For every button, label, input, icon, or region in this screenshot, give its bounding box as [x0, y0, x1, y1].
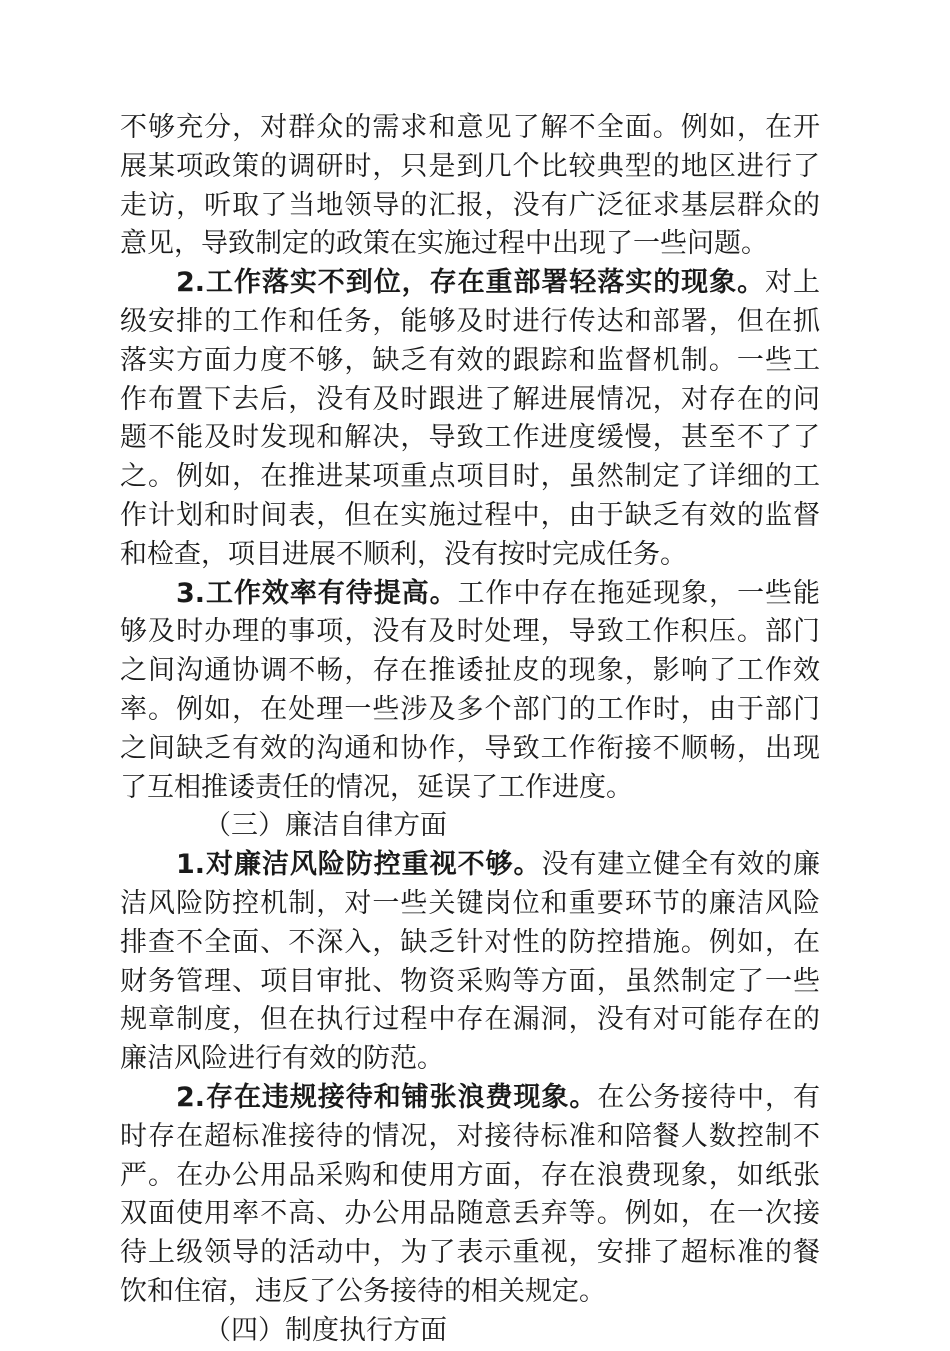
item-heading: 2.存在违规接待和铺张浪费现象。 — [176, 1081, 598, 1113]
text-line: 走访，听取了当地领导的汇报，没有广泛征求基层群众的 — [120, 189, 820, 221]
item-heading: 1.对廉洁风险防控重视不够。 — [176, 849, 542, 881]
text-run: 工作中存在拖延现象，一些能 — [457, 577, 821, 609]
text-line — [120, 575, 820, 614]
text-line: 够及时办理的事项，没有及时处理，导致工作积压。部门 — [120, 616, 820, 648]
text-line: 意见，导致制定的政策在实施过程中出现了一些问题。 — [120, 228, 768, 260]
text-line: 之间沟通协调不畅，存在推诿扯皮的现象，影响了工作效 — [120, 655, 820, 687]
section-heading: （四）制度执行方面 — [204, 1314, 447, 1346]
text-line: 率。例如，在处理一些涉及多个部门的工作时，由于部门 — [120, 693, 820, 725]
text-line: 作计划和时间表，但在实施过程中，由于缺乏有效的监督 — [120, 499, 820, 531]
text-line: 财务管理、项目审批、物资采购等方面，虽然制定了一些 — [120, 965, 820, 997]
text-line: 展某项政策的调研时，只是到几个比较典型的地区进行了 — [120, 150, 820, 182]
text-line — [120, 1079, 820, 1118]
text-line: 级安排的工作和任务，能够及时进行传达和部署，但在抓 — [120, 305, 820, 337]
paragraph — [120, 264, 820, 574]
text-line: 之间缺乏有效的沟通和协作，导致工作衔接不顺畅，出现 — [120, 732, 820, 764]
text-line: 不够充分，对群众的需求和意见了解不全面。例如，在开 — [120, 112, 820, 143]
text-line: 饮和住宿，违反了公务接待的相关规定。 — [120, 1275, 606, 1307]
text-run: 对上 — [765, 267, 820, 299]
paragraph — [120, 575, 820, 808]
item-heading: 2.工作落实不到位，存在重部署轻落实的现象。 — [176, 267, 766, 299]
text-line: 落实方面力度不够，缺乏有效的跟踪和监督机制。一些工 — [120, 344, 820, 376]
text-line: 题不能及时发现和解决，导致工作进度缓慢，甚至不了了 — [120, 422, 820, 454]
text-line: 之。例如，在推进某项重点项目时，虽然制定了详细的工 — [120, 461, 820, 493]
text-line: 洁风险防控机制，对一些关键岗位和重要环节的廉洁风险 — [120, 887, 820, 919]
paragraph — [120, 1079, 820, 1312]
text-line: 了互相推诿责任的情况，延误了工作进度。 — [120, 771, 633, 803]
text-line: 廉洁风险进行有效的防范。 — [120, 1043, 444, 1075]
text-line: 规章制度，但在执行过程中存在漏洞，没有对可能存在的 — [120, 1004, 820, 1036]
text-line: 排查不全面、不深入，缺乏针对性的防控措施。例如，在 — [120, 926, 820, 958]
section-heading: （三）廉洁自律方面 — [204, 810, 447, 842]
text-line: 双面使用率不高、办公用品随意丢弃等。例如，在一次接 — [120, 1198, 820, 1230]
text-line: 和检查，项目进展不顺利，没有按时完成任务。 — [120, 538, 687, 570]
text-line: 时存在超标准接待的情况，对接待标准和陪餐人数控制不 — [120, 1120, 820, 1152]
paragraph — [120, 846, 820, 1079]
text-line: 待上级领导的活动中，为了表示重视，安排了超标准的餐 — [120, 1237, 820, 1269]
document-page — [120, 109, 820, 1351]
text-line — [120, 264, 820, 303]
text-run: 没有建立健全有效的廉 — [541, 849, 821, 881]
paragraph — [120, 109, 820, 264]
text-line: 作布置下去后，没有及时跟进了解进展情况，对存在的问 — [120, 383, 820, 415]
text-run: 在公务接待中，有 — [597, 1081, 821, 1113]
text-line: 严。在办公用品采购和使用方面，存在浪费现象，如纸张 — [120, 1159, 820, 1191]
text-line — [120, 846, 820, 885]
item-heading: 3.工作效率有待提高。 — [176, 577, 458, 609]
